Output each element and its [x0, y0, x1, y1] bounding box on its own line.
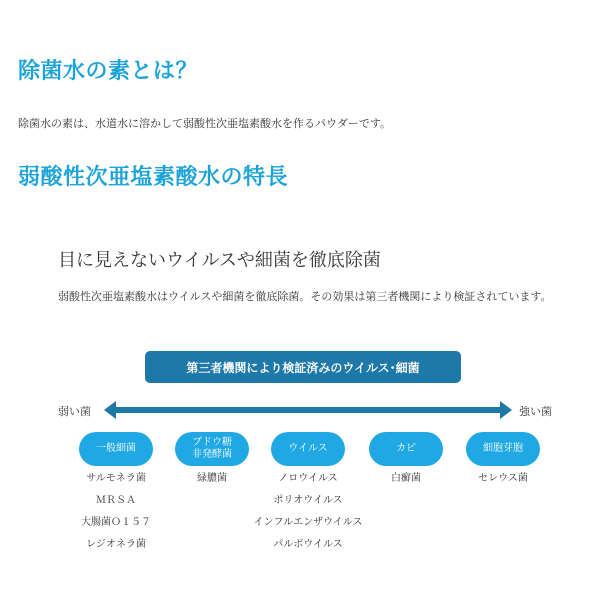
weak-label: 弱い菌	[58, 405, 91, 418]
category-label: 細胞芽胞	[483, 443, 523, 454]
strength-arrow-icon	[104, 400, 512, 420]
pathogen-item: 白癬菌	[391, 473, 421, 484]
category-label: 非発酵菌	[192, 449, 232, 460]
pathogen-item: レジオネラ菌	[86, 539, 146, 550]
feature-text: 弱酸性次亜塩素酸水はウイルスや細菌を徹底除菌。その効果は第三者機関により検証されています。	[58, 290, 552, 303]
category-pill	[79, 432, 153, 466]
strong-label: 強い菌	[519, 405, 552, 418]
category-items	[433, 472, 573, 494]
pathogen-item: サルモネラ菌	[86, 473, 146, 484]
category-label: 一般細菌	[96, 443, 136, 454]
pathogen-item: ポリオウイルス	[273, 495, 343, 506]
category-label: ブドウ糖	[192, 437, 232, 448]
verified-banner: 第三者機関により検証済みのウイルス･細菌	[145, 351, 461, 383]
pathogen-item: 緑膿菌	[197, 473, 227, 484]
pathogen-item: 大腸菌Ｏ１５７	[81, 517, 151, 528]
about-text: 除菌水の素は、水道水に溶かして弱酸性次亜塩素酸水を作るパウダーです。	[18, 117, 392, 130]
pathogen-item: パルボウイルス	[273, 539, 343, 550]
pathogen-item: ノロウイルス	[278, 473, 338, 484]
category-label: カビ	[396, 443, 416, 454]
category-pill	[369, 432, 443, 466]
section-title-features: 弱酸性次亜塩素酸水の特長	[18, 165, 289, 190]
category-label: ウイルス	[288, 443, 328, 454]
category-pill	[175, 432, 249, 466]
pathogen-item: インフルエンザウイルス	[253, 517, 363, 528]
pathogen-item: ＭＲＳＡ	[96, 495, 136, 506]
category-pill	[466, 432, 540, 466]
category-pill	[271, 432, 345, 466]
section-title-about: 除菌水の素とは？	[18, 59, 199, 84]
feature-subtitle: 目に見えないウイルスや細菌を徹底除菌	[58, 250, 381, 271]
pathogen-item: セレウス菌	[478, 473, 528, 484]
